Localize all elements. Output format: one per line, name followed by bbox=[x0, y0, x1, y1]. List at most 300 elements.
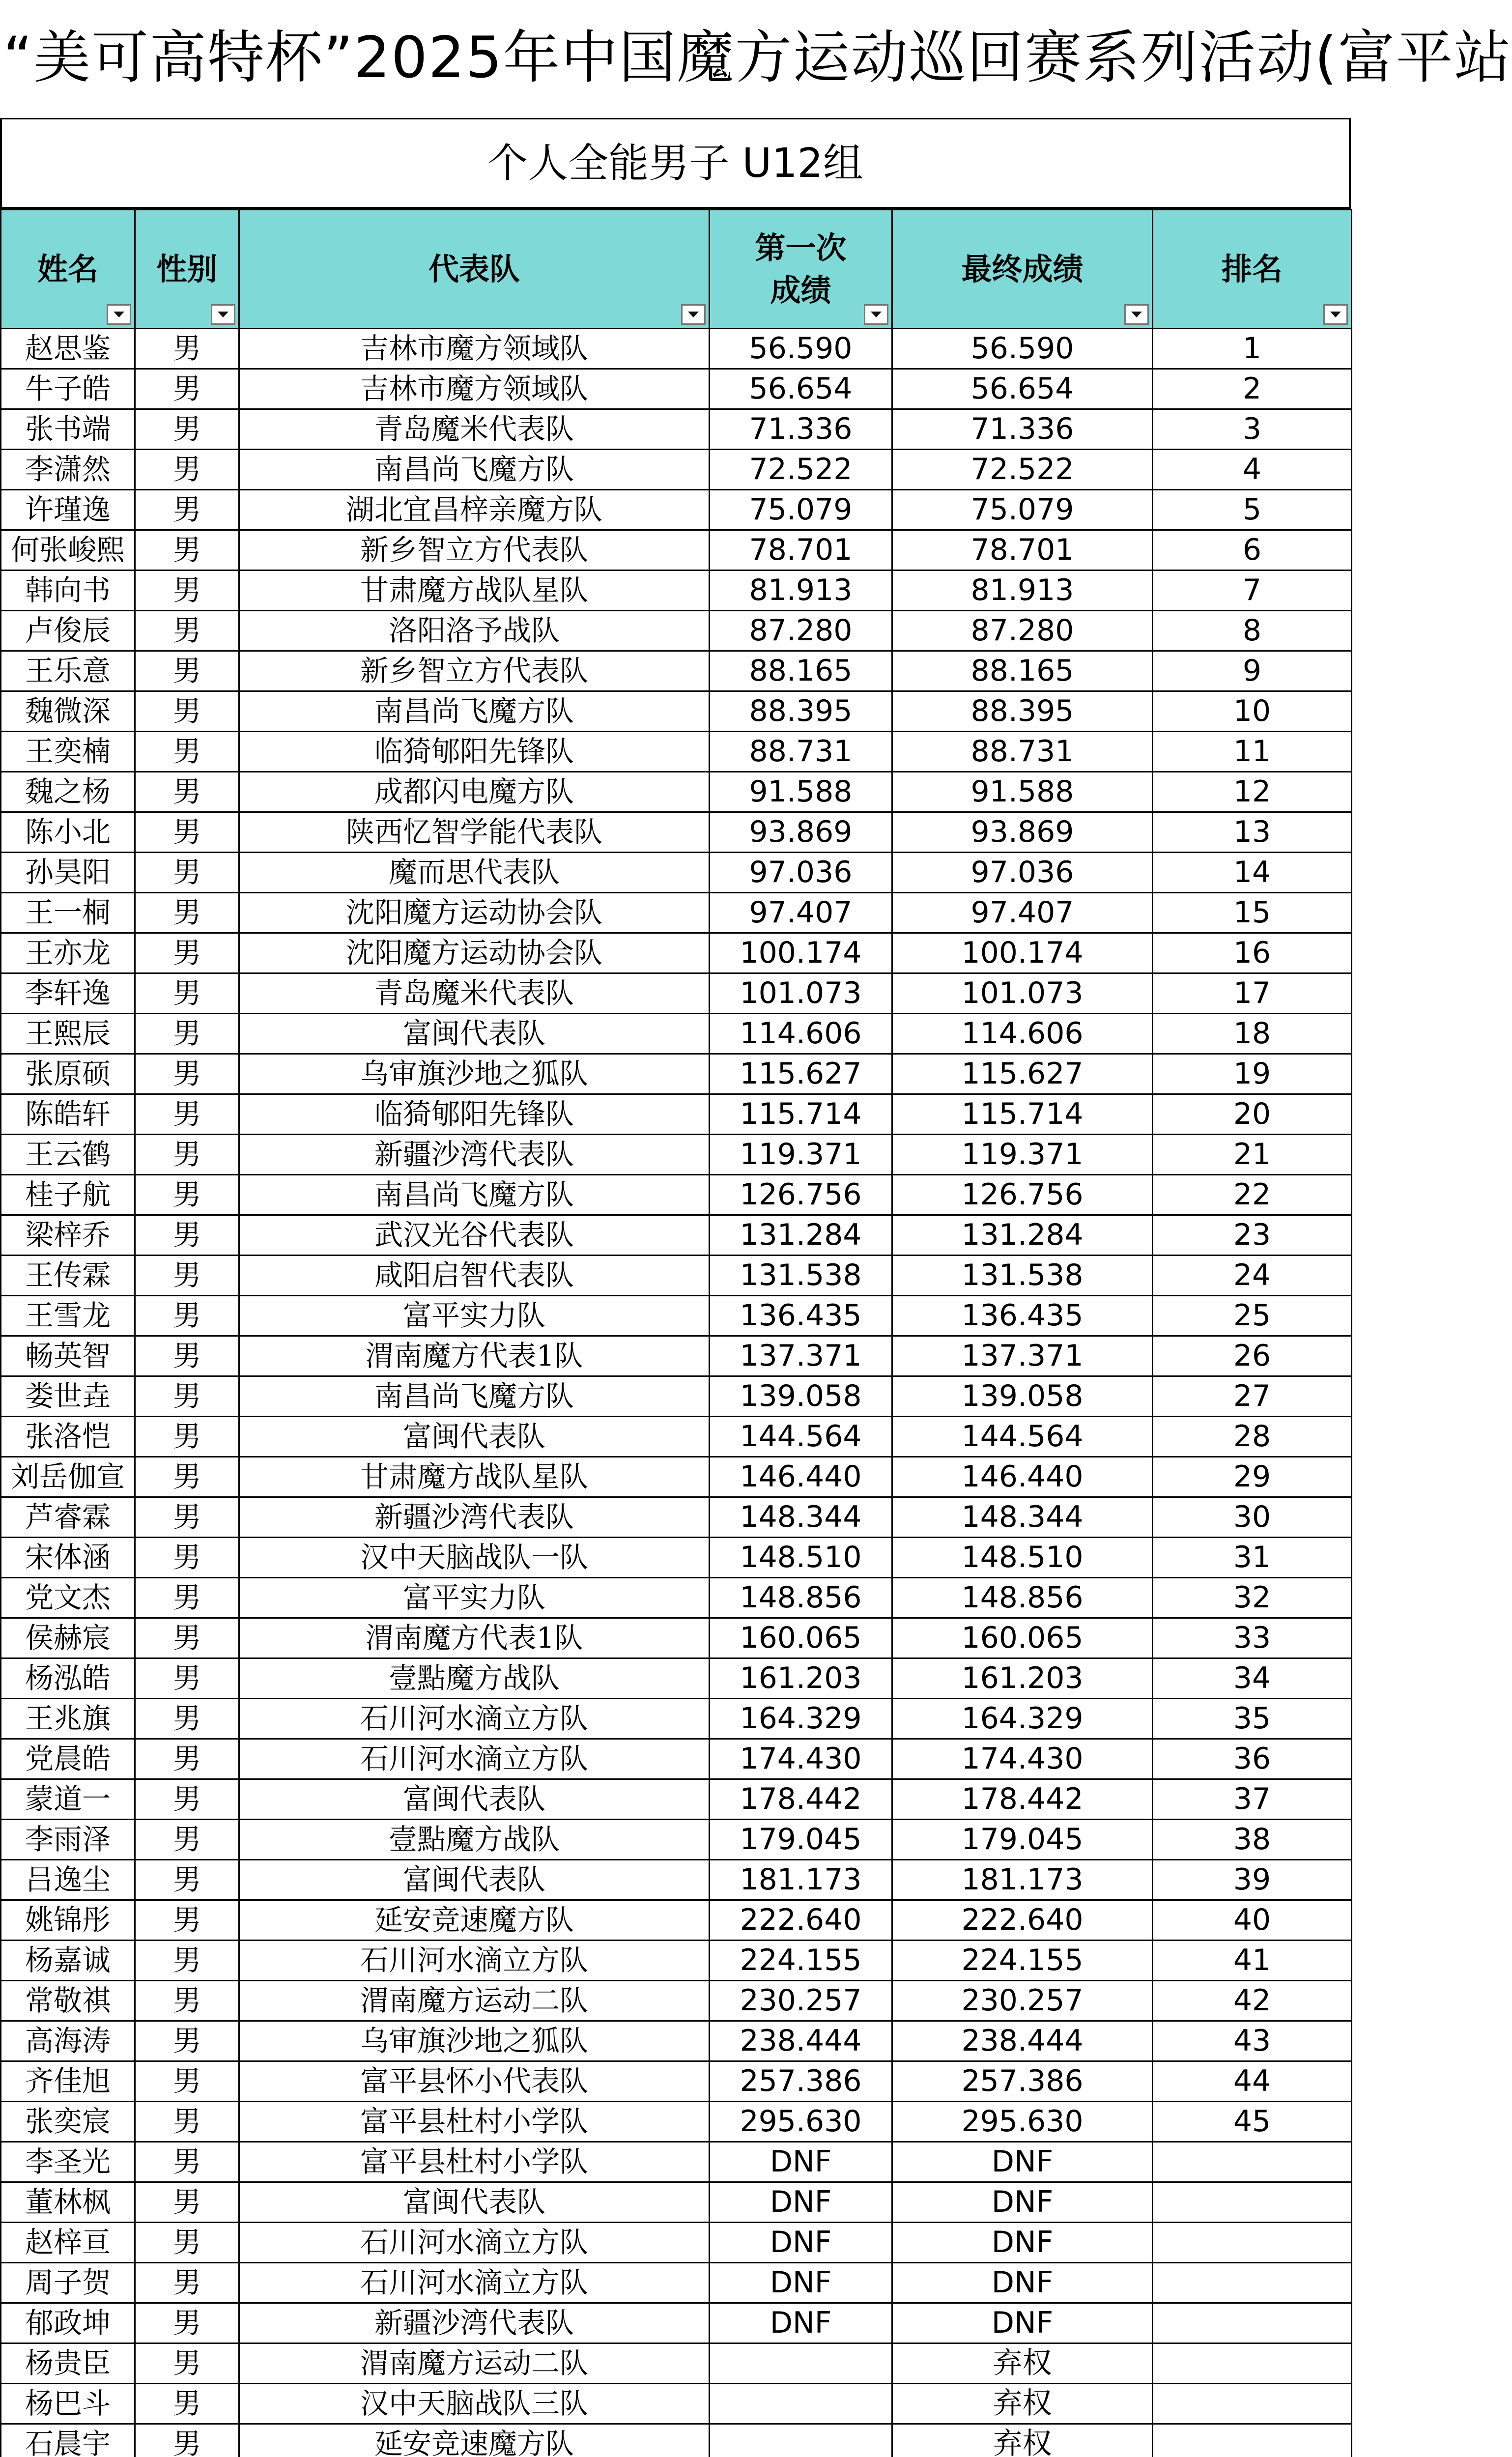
cell-team[interactable]: 富闽代表队 bbox=[239, 1014, 710, 1054]
cell-name[interactable]: 卢俊辰 bbox=[1, 611, 135, 651]
cell-name[interactable]: 王乐意 bbox=[1, 651, 135, 691]
cell-team[interactable]: 乌审旗沙地之狐队 bbox=[239, 2021, 710, 2061]
cell-team[interactable]: 壹點魔方战队 bbox=[239, 1820, 710, 1860]
cell-name[interactable]: 李轩逸 bbox=[1, 973, 135, 1014]
cell-gender[interactable]: 男 bbox=[135, 2343, 239, 2384]
cell-first-result[interactable]: 81.913 bbox=[710, 571, 892, 611]
cell-team[interactable]: 临猗郇阳先锋队 bbox=[239, 732, 710, 772]
cell-name[interactable]: 魏之杨 bbox=[1, 772, 135, 812]
cell-name[interactable]: 李雨泽 bbox=[1, 1820, 135, 1860]
cell-first-result[interactable]: 230.257 bbox=[710, 1981, 892, 2021]
cell-team[interactable]: 青岛魔米代表队 bbox=[239, 409, 710, 450]
cell-rank[interactable]: 42 bbox=[1153, 1981, 1352, 2021]
cell-first-result[interactable]: 97.036 bbox=[710, 853, 892, 893]
cell-rank[interactable]: 44 bbox=[1153, 2061, 1352, 2102]
cell-name[interactable]: 齐佳旭 bbox=[1, 2061, 135, 2102]
cell-final-result[interactable]: 弃权 bbox=[892, 2384, 1153, 2424]
cell-rank[interactable]: 29 bbox=[1153, 1457, 1352, 1497]
cell-first-result[interactable]: 178.442 bbox=[710, 1779, 892, 1820]
cell-first-result[interactable] bbox=[710, 2424, 892, 2457]
cell-final-result[interactable]: 174.430 bbox=[892, 1739, 1153, 1779]
cell-first-result[interactable]: 148.344 bbox=[710, 1497, 892, 1538]
cell-rank[interactable]: 8 bbox=[1153, 611, 1352, 651]
cell-first-result[interactable]: DNF bbox=[710, 2303, 892, 2343]
cell-gender[interactable]: 男 bbox=[135, 1981, 239, 2021]
cell-final-result[interactable]: 56.590 bbox=[892, 329, 1153, 369]
cell-rank[interactable] bbox=[1153, 2182, 1352, 2223]
cell-gender[interactable]: 男 bbox=[135, 1699, 239, 1739]
cell-first-result[interactable]: 137.371 bbox=[710, 1336, 892, 1376]
cell-gender[interactable]: 男 bbox=[135, 1296, 239, 1336]
cell-final-result[interactable]: 224.155 bbox=[892, 1941, 1153, 1981]
cell-final-result[interactable]: DNF bbox=[892, 2182, 1153, 2223]
cell-team[interactable]: 成都闪电魔方队 bbox=[239, 772, 710, 812]
cell-first-result[interactable]: DNF bbox=[710, 2263, 892, 2303]
cell-final-result[interactable]: 136.435 bbox=[892, 1296, 1153, 1336]
cell-team[interactable]: 石川河水滴立方队 bbox=[239, 2263, 710, 2303]
cell-rank[interactable]: 20 bbox=[1153, 1094, 1352, 1135]
cell-rank[interactable]: 3 bbox=[1153, 409, 1352, 450]
cell-final-result[interactable]: 148.856 bbox=[892, 1578, 1153, 1618]
cell-name[interactable]: 杨巴斗 bbox=[1, 2384, 135, 2424]
cell-name[interactable]: 杨泓皓 bbox=[1, 1658, 135, 1699]
cell-rank[interactable]: 39 bbox=[1153, 1860, 1352, 1900]
cell-team[interactable]: 湖北宜昌梓亲魔方队 bbox=[239, 490, 710, 530]
cell-final-result[interactable]: 148.510 bbox=[892, 1538, 1153, 1578]
cell-rank[interactable]: 11 bbox=[1153, 732, 1352, 772]
cell-first-result[interactable]: 88.165 bbox=[710, 651, 892, 691]
cell-team[interactable]: 渭南魔方运动二队 bbox=[239, 2343, 710, 2384]
cell-final-result[interactable]: 87.280 bbox=[892, 611, 1153, 651]
cell-team[interactable]: 吉林市魔方领域队 bbox=[239, 329, 710, 369]
cell-name[interactable]: 何张峻熙 bbox=[1, 530, 135, 571]
cell-gender[interactable]: 男 bbox=[135, 2182, 239, 2223]
cell-final-result[interactable]: 179.045 bbox=[892, 1820, 1153, 1860]
cell-team[interactable]: 新疆沙湾代表队 bbox=[239, 1497, 710, 1538]
cell-first-result[interactable]: 146.440 bbox=[710, 1457, 892, 1497]
cell-gender[interactable]: 男 bbox=[135, 1054, 239, 1094]
cell-team[interactable]: 渭南魔方代表1队 bbox=[239, 1618, 710, 1658]
cell-name[interactable]: 党文杰 bbox=[1, 1578, 135, 1618]
cell-team[interactable]: 富平县杜村小学队 bbox=[239, 2142, 710, 2182]
cell-rank[interactable] bbox=[1153, 2142, 1352, 2182]
cell-first-result[interactable]: 179.045 bbox=[710, 1820, 892, 1860]
cell-name[interactable]: 吕逸尘 bbox=[1, 1860, 135, 1900]
cell-rank[interactable]: 4 bbox=[1153, 450, 1352, 490]
cell-name[interactable]: 王云鹤 bbox=[1, 1135, 135, 1175]
cell-rank[interactable]: 7 bbox=[1153, 571, 1352, 611]
cell-first-result[interactable]: 136.435 bbox=[710, 1296, 892, 1336]
cell-first-result[interactable]: 97.407 bbox=[710, 893, 892, 933]
cell-name[interactable]: 王奕楠 bbox=[1, 732, 135, 772]
cell-gender[interactable]: 男 bbox=[135, 1860, 239, 1900]
cell-first-result[interactable]: 161.203 bbox=[710, 1658, 892, 1699]
cell-rank[interactable]: 34 bbox=[1153, 1658, 1352, 1699]
cell-rank[interactable]: 26 bbox=[1153, 1336, 1352, 1376]
cell-team[interactable]: 石川河水滴立方队 bbox=[239, 2223, 710, 2263]
cell-first-result[interactable]: 56.654 bbox=[710, 369, 892, 409]
cell-team[interactable]: 石川河水滴立方队 bbox=[239, 1739, 710, 1779]
cell-first-result[interactable]: DNF bbox=[710, 2182, 892, 2223]
cell-name[interactable]: 张奕宸 bbox=[1, 2102, 135, 2142]
cell-final-result[interactable]: 75.079 bbox=[892, 490, 1153, 530]
cell-name[interactable]: 王雪龙 bbox=[1, 1296, 135, 1336]
filter-dropdown-button[interactable] bbox=[211, 304, 235, 325]
cell-team[interactable]: 富平县杜村小学队 bbox=[239, 2102, 710, 2142]
cell-gender[interactable]: 男 bbox=[135, 450, 239, 490]
cell-first-result[interactable]: 115.714 bbox=[710, 1094, 892, 1135]
cell-gender[interactable]: 男 bbox=[135, 812, 239, 853]
cell-final-result[interactable]: 81.913 bbox=[892, 571, 1153, 611]
cell-final-result[interactable]: 144.564 bbox=[892, 1417, 1153, 1457]
cell-team[interactable]: 汉中天脑战队一队 bbox=[239, 1538, 710, 1578]
cell-name[interactable]: 娄世垚 bbox=[1, 1376, 135, 1417]
cell-rank[interactable]: 35 bbox=[1153, 1699, 1352, 1739]
cell-rank[interactable]: 32 bbox=[1153, 1578, 1352, 1618]
cell-first-result[interactable] bbox=[710, 2384, 892, 2424]
cell-rank[interactable]: 19 bbox=[1153, 1054, 1352, 1094]
cell-first-result[interactable]: 238.444 bbox=[710, 2021, 892, 2061]
cell-first-result[interactable]: 160.065 bbox=[710, 1618, 892, 1658]
cell-first-result[interactable]: 56.590 bbox=[710, 329, 892, 369]
cell-rank[interactable]: 18 bbox=[1153, 1014, 1352, 1054]
cell-rank[interactable]: 14 bbox=[1153, 853, 1352, 893]
cell-name[interactable]: 芦睿霖 bbox=[1, 1497, 135, 1538]
cell-name[interactable]: 杨贵臣 bbox=[1, 2343, 135, 2384]
cell-rank[interactable]: 45 bbox=[1153, 2102, 1352, 2142]
cell-first-result[interactable]: DNF bbox=[710, 2223, 892, 2263]
cell-gender[interactable]: 男 bbox=[135, 1215, 239, 1256]
cell-rank[interactable]: 1 bbox=[1153, 329, 1352, 369]
cell-final-result[interactable]: 238.444 bbox=[892, 2021, 1153, 2061]
cell-final-result[interactable]: 72.522 bbox=[892, 450, 1153, 490]
cell-name[interactable]: 孙昊阳 bbox=[1, 853, 135, 893]
cell-name[interactable]: 蒙道一 bbox=[1, 1779, 135, 1820]
cell-first-result[interactable]: 131.538 bbox=[710, 1256, 892, 1296]
cell-rank[interactable]: 36 bbox=[1153, 1739, 1352, 1779]
cell-final-result[interactable]: 101.073 bbox=[892, 973, 1153, 1014]
cell-gender[interactable]: 男 bbox=[135, 2142, 239, 2182]
cell-final-result[interactable]: 100.174 bbox=[892, 933, 1153, 973]
cell-first-result[interactable]: 164.329 bbox=[710, 1699, 892, 1739]
cell-rank[interactable]: 6 bbox=[1153, 530, 1352, 571]
cell-gender[interactable]: 男 bbox=[135, 1941, 239, 1981]
cell-rank[interactable]: 15 bbox=[1153, 893, 1352, 933]
cell-team[interactable]: 富平实力队 bbox=[239, 1578, 710, 1618]
cell-final-result[interactable]: DNF bbox=[892, 2303, 1153, 2343]
cell-gender[interactable]: 男 bbox=[135, 2424, 239, 2457]
cell-team[interactable]: 新乡智立方代表队 bbox=[239, 651, 710, 691]
cell-name[interactable]: 高海涛 bbox=[1, 2021, 135, 2061]
cell-gender[interactable]: 男 bbox=[135, 369, 239, 409]
cell-first-result[interactable]: 131.284 bbox=[710, 1215, 892, 1256]
cell-final-result[interactable]: 295.630 bbox=[892, 2102, 1153, 2142]
cell-team[interactable]: 新乡智立方代表队 bbox=[239, 530, 710, 571]
cell-name[interactable]: 张原硕 bbox=[1, 1054, 135, 1094]
cell-name[interactable]: 陈皓轩 bbox=[1, 1094, 135, 1135]
cell-name[interactable]: 董林枫 bbox=[1, 2182, 135, 2223]
cell-rank[interactable]: 28 bbox=[1153, 1417, 1352, 1457]
cell-team[interactable]: 吉林市魔方领域队 bbox=[239, 369, 710, 409]
cell-team[interactable]: 甘肃魔方战队星队 bbox=[239, 571, 710, 611]
cell-rank[interactable]: 30 bbox=[1153, 1497, 1352, 1538]
cell-final-result[interactable]: 115.714 bbox=[892, 1094, 1153, 1135]
cell-team[interactable]: 石川河水滴立方队 bbox=[239, 1941, 710, 1981]
cell-name[interactable]: 侯赫宸 bbox=[1, 1618, 135, 1658]
filter-dropdown-button[interactable] bbox=[107, 304, 131, 325]
cell-first-result[interactable] bbox=[710, 2343, 892, 2384]
cell-name[interactable]: 郁政坤 bbox=[1, 2303, 135, 2343]
cell-final-result[interactable]: 78.701 bbox=[892, 530, 1153, 571]
cell-first-result[interactable]: 174.430 bbox=[710, 1739, 892, 1779]
cell-first-result[interactable]: 257.386 bbox=[710, 2061, 892, 2102]
cell-rank[interactable] bbox=[1153, 2263, 1352, 2303]
cell-first-result[interactable]: 71.336 bbox=[710, 409, 892, 450]
cell-first-result[interactable]: 222.640 bbox=[710, 1900, 892, 1941]
cell-first-result[interactable]: 78.701 bbox=[710, 530, 892, 571]
cell-team[interactable]: 武汉光谷代表队 bbox=[239, 1215, 710, 1256]
cell-name[interactable]: 桂子航 bbox=[1, 1175, 135, 1215]
cell-gender[interactable]: 男 bbox=[135, 732, 239, 772]
cell-rank[interactable]: 33 bbox=[1153, 1618, 1352, 1658]
cell-gender[interactable]: 男 bbox=[135, 2384, 239, 2424]
cell-gender[interactable]: 男 bbox=[135, 1578, 239, 1618]
cell-gender[interactable]: 男 bbox=[135, 1900, 239, 1941]
cell-name[interactable]: 许瑾逸 bbox=[1, 490, 135, 530]
cell-rank[interactable]: 12 bbox=[1153, 772, 1352, 812]
cell-gender[interactable]: 男 bbox=[135, 1014, 239, 1054]
cell-final-result[interactable]: 137.371 bbox=[892, 1336, 1153, 1376]
cell-gender[interactable]: 男 bbox=[135, 1175, 239, 1215]
cell-final-result[interactable]: 139.058 bbox=[892, 1376, 1153, 1417]
cell-name[interactable]: 陈小北 bbox=[1, 812, 135, 853]
cell-name[interactable]: 牛子皓 bbox=[1, 369, 135, 409]
cell-first-result[interactable]: 139.058 bbox=[710, 1376, 892, 1417]
cell-rank[interactable] bbox=[1153, 2303, 1352, 2343]
cell-name[interactable]: 党晨皓 bbox=[1, 1739, 135, 1779]
cell-final-result[interactable]: 114.606 bbox=[892, 1014, 1153, 1054]
cell-name[interactable]: 梁梓乔 bbox=[1, 1215, 135, 1256]
cell-gender[interactable]: 男 bbox=[135, 691, 239, 732]
cell-first-result[interactable]: 181.173 bbox=[710, 1860, 892, 1900]
cell-team[interactable]: 富闽代表队 bbox=[239, 1417, 710, 1457]
cell-name[interactable]: 王亦龙 bbox=[1, 933, 135, 973]
cell-rank[interactable] bbox=[1153, 2223, 1352, 2263]
cell-team[interactable]: 新疆沙湾代表队 bbox=[239, 1135, 710, 1175]
cell-final-result[interactable]: 164.329 bbox=[892, 1699, 1153, 1739]
cell-rank[interactable]: 21 bbox=[1153, 1135, 1352, 1175]
cell-name[interactable]: 李圣光 bbox=[1, 2142, 135, 2182]
cell-rank[interactable] bbox=[1153, 2424, 1352, 2457]
cell-rank[interactable]: 10 bbox=[1153, 691, 1352, 732]
cell-gender[interactable]: 男 bbox=[135, 973, 239, 1014]
cell-rank[interactable]: 2 bbox=[1153, 369, 1352, 409]
cell-final-result[interactable]: 131.284 bbox=[892, 1215, 1153, 1256]
cell-team[interactable]: 富闽代表队 bbox=[239, 2182, 710, 2223]
cell-rank[interactable] bbox=[1153, 2343, 1352, 2384]
cell-final-result[interactable]: 56.654 bbox=[892, 369, 1153, 409]
cell-team[interactable]: 延安竞速魔方队 bbox=[239, 2424, 710, 2457]
cell-gender[interactable]: 男 bbox=[135, 2263, 239, 2303]
cell-gender[interactable]: 男 bbox=[135, 853, 239, 893]
cell-team[interactable]: 富闽代表队 bbox=[239, 1779, 710, 1820]
cell-team[interactable]: 青岛魔米代表队 bbox=[239, 973, 710, 1014]
cell-gender[interactable]: 男 bbox=[135, 2102, 239, 2142]
cell-team[interactable]: 南昌尚飞魔方队 bbox=[239, 691, 710, 732]
cell-first-result[interactable]: 75.079 bbox=[710, 490, 892, 530]
cell-team[interactable]: 南昌尚飞魔方队 bbox=[239, 450, 710, 490]
cell-gender[interactable]: 男 bbox=[135, 1135, 239, 1175]
cell-gender[interactable]: 男 bbox=[135, 571, 239, 611]
cell-gender[interactable]: 男 bbox=[135, 1094, 239, 1135]
cell-gender[interactable]: 男 bbox=[135, 530, 239, 571]
cell-first-result[interactable]: 114.606 bbox=[710, 1014, 892, 1054]
filter-dropdown-button[interactable] bbox=[1124, 304, 1149, 325]
cell-team[interactable]: 魔而思代表队 bbox=[239, 853, 710, 893]
cell-gender[interactable]: 男 bbox=[135, 1497, 239, 1538]
cell-first-result[interactable]: 93.869 bbox=[710, 812, 892, 853]
cell-team[interactable]: 乌审旗沙地之狐队 bbox=[239, 1054, 710, 1094]
cell-rank[interactable]: 41 bbox=[1153, 1941, 1352, 1981]
cell-gender[interactable]: 男 bbox=[135, 1417, 239, 1457]
filter-dropdown-button[interactable] bbox=[681, 304, 706, 325]
cell-name[interactable]: 王熙辰 bbox=[1, 1014, 135, 1054]
cell-first-result[interactable]: 88.731 bbox=[710, 732, 892, 772]
cell-final-result[interactable]: 119.371 bbox=[892, 1135, 1153, 1175]
cell-gender[interactable]: 男 bbox=[135, 611, 239, 651]
cell-team[interactable]: 南昌尚飞魔方队 bbox=[239, 1376, 710, 1417]
cell-final-result[interactable]: 弃权 bbox=[892, 2424, 1153, 2457]
cell-final-result[interactable]: 222.640 bbox=[892, 1900, 1153, 1941]
cell-name[interactable]: 张书端 bbox=[1, 409, 135, 450]
cell-name[interactable]: 王传霖 bbox=[1, 1256, 135, 1296]
cell-name[interactable]: 魏微深 bbox=[1, 691, 135, 732]
cell-gender[interactable]: 男 bbox=[135, 2303, 239, 2343]
cell-name[interactable]: 姚锦彤 bbox=[1, 1900, 135, 1941]
cell-team[interactable]: 石川河水滴立方队 bbox=[239, 1699, 710, 1739]
cell-first-result[interactable]: 115.627 bbox=[710, 1054, 892, 1094]
cell-final-result[interactable]: 88.731 bbox=[892, 732, 1153, 772]
cell-final-result[interactable]: 131.538 bbox=[892, 1256, 1153, 1296]
cell-first-result[interactable]: 148.510 bbox=[710, 1538, 892, 1578]
cell-final-result[interactable]: 181.173 bbox=[892, 1860, 1153, 1900]
cell-gender[interactable]: 男 bbox=[135, 1538, 239, 1578]
cell-name[interactable]: 王兆旗 bbox=[1, 1699, 135, 1739]
cell-gender[interactable]: 男 bbox=[135, 1376, 239, 1417]
cell-final-result[interactable]: 97.036 bbox=[892, 853, 1153, 893]
cell-team[interactable]: 富平实力队 bbox=[239, 1296, 710, 1336]
cell-rank[interactable]: 27 bbox=[1153, 1376, 1352, 1417]
cell-name[interactable]: 杨嘉诚 bbox=[1, 1941, 135, 1981]
cell-final-result[interactable]: 93.869 bbox=[892, 812, 1153, 853]
cell-team[interactable]: 汉中天脑战队三队 bbox=[239, 2384, 710, 2424]
cell-team[interactable]: 南昌尚飞魔方队 bbox=[239, 1175, 710, 1215]
cell-rank[interactable]: 24 bbox=[1153, 1256, 1352, 1296]
cell-gender[interactable]: 男 bbox=[135, 1256, 239, 1296]
cell-gender[interactable]: 男 bbox=[135, 329, 239, 369]
cell-team[interactable]: 洛阳洛予战队 bbox=[239, 611, 710, 651]
cell-name[interactable]: 李潇然 bbox=[1, 450, 135, 490]
cell-final-result[interactable]: 97.407 bbox=[892, 893, 1153, 933]
cell-team[interactable]: 新疆沙湾代表队 bbox=[239, 2303, 710, 2343]
cell-team[interactable]: 渭南魔方代表1队 bbox=[239, 1336, 710, 1376]
cell-name[interactable]: 王一桐 bbox=[1, 893, 135, 933]
cell-team[interactable]: 咸阳启智代表队 bbox=[239, 1256, 710, 1296]
cell-team[interactable]: 临猗郇阳先锋队 bbox=[239, 1094, 710, 1135]
cell-first-result[interactable]: 295.630 bbox=[710, 2102, 892, 2142]
cell-first-result[interactable]: 100.174 bbox=[710, 933, 892, 973]
cell-rank[interactable]: 38 bbox=[1153, 1820, 1352, 1860]
cell-rank[interactable]: 40 bbox=[1153, 1900, 1352, 1941]
cell-gender[interactable]: 男 bbox=[135, 933, 239, 973]
cell-gender[interactable]: 男 bbox=[135, 1820, 239, 1860]
cell-rank[interactable] bbox=[1153, 2384, 1352, 2424]
cell-rank[interactable]: 17 bbox=[1153, 973, 1352, 1014]
cell-gender[interactable]: 男 bbox=[135, 1336, 239, 1376]
cell-final-result[interactable]: DNF bbox=[892, 2223, 1153, 2263]
cell-final-result[interactable]: 230.257 bbox=[892, 1981, 1153, 2021]
cell-first-result[interactable]: 126.756 bbox=[710, 1175, 892, 1215]
cell-gender[interactable]: 男 bbox=[135, 2061, 239, 2102]
cell-gender[interactable]: 男 bbox=[135, 409, 239, 450]
cell-rank[interactable]: 22 bbox=[1153, 1175, 1352, 1215]
cell-team[interactable]: 渭南魔方运动二队 bbox=[239, 1981, 710, 2021]
cell-first-result[interactable]: 101.073 bbox=[710, 973, 892, 1014]
cell-team[interactable]: 壹點魔方战队 bbox=[239, 1658, 710, 1699]
cell-name[interactable]: 张洛恺 bbox=[1, 1417, 135, 1457]
cell-first-result[interactable]: 87.280 bbox=[710, 611, 892, 651]
cell-gender[interactable]: 男 bbox=[135, 893, 239, 933]
cell-gender[interactable]: 男 bbox=[135, 1739, 239, 1779]
cell-final-result[interactable]: DNF bbox=[892, 2142, 1153, 2182]
cell-final-result[interactable]: 88.165 bbox=[892, 651, 1153, 691]
cell-first-result[interactable]: DNF bbox=[710, 2142, 892, 2182]
cell-rank[interactable]: 16 bbox=[1153, 933, 1352, 973]
cell-final-result[interactable]: 弃权 bbox=[892, 2343, 1153, 2384]
cell-first-result[interactable]: 148.856 bbox=[710, 1578, 892, 1618]
cell-name[interactable]: 赵思鉴 bbox=[1, 329, 135, 369]
cell-name[interactable]: 周子贺 bbox=[1, 2263, 135, 2303]
cell-gender[interactable]: 男 bbox=[135, 1457, 239, 1497]
cell-final-result[interactable]: DNF bbox=[892, 2263, 1153, 2303]
cell-final-result[interactable]: 88.395 bbox=[892, 691, 1153, 732]
cell-final-result[interactable]: 146.440 bbox=[892, 1457, 1153, 1497]
cell-team[interactable]: 甘肃魔方战队星队 bbox=[239, 1457, 710, 1497]
cell-final-result[interactable]: 115.627 bbox=[892, 1054, 1153, 1094]
cell-first-result[interactable]: 119.371 bbox=[710, 1135, 892, 1175]
cell-name[interactable]: 宋体涵 bbox=[1, 1538, 135, 1578]
cell-team[interactable]: 陕西忆智学能代表队 bbox=[239, 812, 710, 853]
cell-name[interactable]: 赵梓亘 bbox=[1, 2223, 135, 2263]
cell-final-result[interactable]: 178.442 bbox=[892, 1779, 1153, 1820]
cell-gender[interactable]: 男 bbox=[135, 490, 239, 530]
cell-team[interactable]: 富闽代表队 bbox=[239, 1860, 710, 1900]
cell-rank[interactable]: 23 bbox=[1153, 1215, 1352, 1256]
cell-first-result[interactable]: 88.395 bbox=[710, 691, 892, 732]
filter-dropdown-button[interactable] bbox=[1323, 304, 1348, 325]
cell-final-result[interactable]: 71.336 bbox=[892, 409, 1153, 450]
cell-name[interactable]: 韩向书 bbox=[1, 571, 135, 611]
cell-rank[interactable]: 9 bbox=[1153, 651, 1352, 691]
cell-final-result[interactable]: 257.386 bbox=[892, 2061, 1153, 2102]
cell-team[interactable]: 富平县怀小代表队 bbox=[239, 2061, 710, 2102]
cell-team[interactable]: 沈阳魔方运动协会队 bbox=[239, 893, 710, 933]
cell-rank[interactable]: 5 bbox=[1153, 490, 1352, 530]
cell-name[interactable]: 石晨宇 bbox=[1, 2424, 135, 2457]
cell-final-result[interactable]: 148.344 bbox=[892, 1497, 1153, 1538]
cell-gender[interactable]: 男 bbox=[135, 1779, 239, 1820]
cell-first-result[interactable]: 72.522 bbox=[710, 450, 892, 490]
